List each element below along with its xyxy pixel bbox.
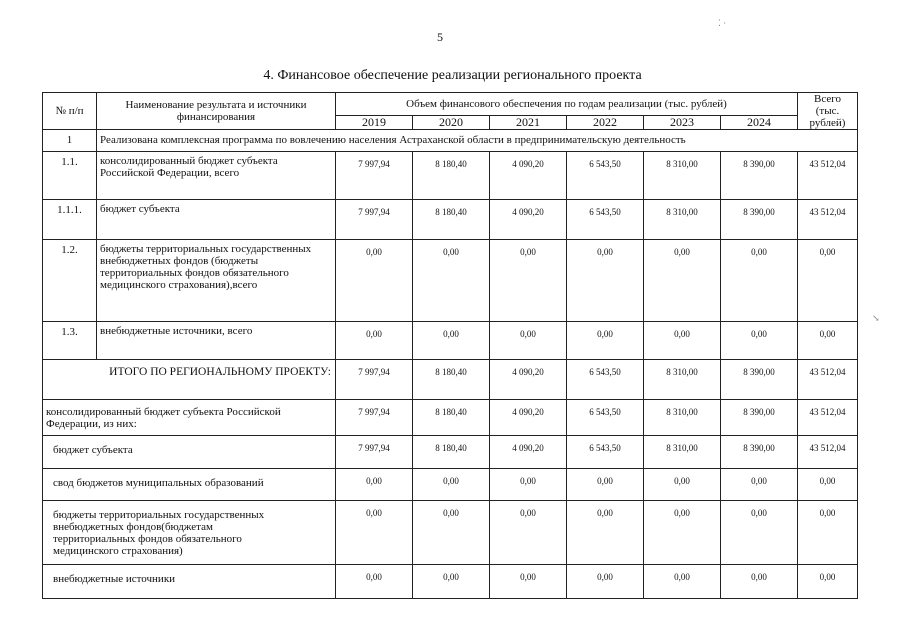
row-value: 0,00 (490, 322, 567, 360)
summary-value: 8 180,40 (413, 400, 490, 436)
row-value: 0,00 (721, 240, 798, 322)
row-total: 0,00 (798, 322, 858, 360)
row-total: 0,00 (798, 240, 858, 322)
section-row (43, 130, 858, 152)
row-value: 0,00 (567, 240, 644, 322)
summary-value: 0,00 (490, 501, 567, 565)
row-value: 7 997,94 (336, 152, 413, 200)
total-value: 4 090,20 (490, 360, 567, 400)
table-row (43, 200, 858, 240)
header-name: Наименование результата и источники финансирования (97, 93, 336, 130)
summary-total: 0,00 (798, 565, 858, 599)
row-num: 1.1.1. (43, 200, 97, 240)
summary-value: 0,00 (413, 565, 490, 599)
row-value: 0,00 (336, 240, 413, 322)
table-row (43, 322, 858, 360)
row-value: 8 310,00 (644, 200, 721, 240)
year-header: 2022 (567, 115, 644, 129)
summary-total: 0,00 (798, 501, 858, 565)
table-row (43, 152, 858, 200)
row-num: 1.3. (43, 322, 97, 360)
summary-value: 8 310,00 (644, 436, 721, 469)
summary-value: 8 390,00 (721, 400, 798, 436)
summary-value: 0,00 (336, 565, 413, 599)
summary-total: 43 512,04 (798, 400, 858, 436)
summary-value: 0,00 (567, 501, 644, 565)
section-title: 4. Финансовое обеспечение реализации регионального проекта (263, 68, 642, 83)
summary-total: 0,00 (798, 469, 858, 501)
total-label: ИТОГО ПО РЕГИОНАЛЬНОМУ ПРОЕКТУ: (43, 360, 336, 400)
row-value: 8 310,00 (644, 152, 721, 200)
summary-value: 0,00 (567, 565, 644, 599)
section-num: 1 (43, 130, 97, 152)
section-title-cell: Реализована комплексная программа по вовлечению населения Астраханской области в предпринимательскую деятельность (97, 130, 858, 152)
summary-row (43, 400, 858, 436)
year-header: 2023 (644, 115, 721, 129)
summary-row (43, 469, 858, 501)
page-number: 5 (437, 30, 443, 44)
year-header: 2019 (336, 115, 413, 129)
row-value: 8 180,40 (413, 152, 490, 200)
row-value: 0,00 (413, 240, 490, 322)
summary-value: 0,00 (644, 469, 721, 501)
summary-name: консолидированный бюджет субъекта Российской Федерации, из них: (43, 400, 336, 436)
row-value: 8 390,00 (721, 200, 798, 240)
summary-value: 0,00 (644, 501, 721, 565)
header-total: Всего (тыс. рублей) (798, 93, 858, 130)
row-num: 1.1. (43, 152, 97, 200)
total-value: 8 180,40 (413, 360, 490, 400)
financing-table (42, 92, 858, 599)
year-header: 2024 (721, 115, 798, 129)
summary-total: 43 512,04 (798, 436, 858, 469)
summary-name: свод бюджетов муниципальных образований (43, 469, 336, 501)
row-name: внебюджетные источники, всего (97, 322, 336, 360)
row-total: 43 512,04 (798, 152, 858, 200)
total-value: 8 390,00 (721, 360, 798, 400)
row-value: 0,00 (413, 322, 490, 360)
header-volume: Объем финансового обеспечения по годам реализации (тыс. рублей) (336, 93, 798, 116)
summary-value: 8 310,00 (644, 400, 721, 436)
row-value: 8 180,40 (413, 200, 490, 240)
summary-value: 0,00 (721, 565, 798, 599)
row-name: бюджет субъекта (97, 200, 336, 240)
summary-value: 6 543,50 (567, 400, 644, 436)
row-value: 4 090,20 (490, 152, 567, 200)
total-row (43, 360, 858, 400)
summary-row (43, 501, 858, 565)
summary-value: 8 180,40 (413, 436, 490, 469)
summary-name: бюджеты территориальных государственных внебюджетных фондов(бюджетам территориальных фондов обязательного медицинского страхования) (43, 501, 336, 565)
summary-row (43, 436, 858, 469)
summary-value: 4 090,20 (490, 436, 567, 469)
summary-value: 0,00 (567, 469, 644, 501)
row-name: бюджеты территориальных государственных внебюджетных фондов (бюджеты территориальных фондов обязательного медицинского страхования),всего (97, 240, 336, 322)
row-num: 1.2. (43, 240, 97, 322)
summary-value: 0,00 (721, 469, 798, 501)
summary-value: 8 390,00 (721, 436, 798, 469)
row-value: 0,00 (567, 322, 644, 360)
row-value: 0,00 (644, 322, 721, 360)
summary-value: 0,00 (413, 469, 490, 501)
summary-value: 7 997,94 (336, 400, 413, 436)
row-value: 0,00 (721, 322, 798, 360)
header-num: № п/п (43, 93, 97, 130)
scan-mark: ↘ (872, 313, 880, 323)
summary-name: внебюджетные источники (43, 565, 336, 599)
summary-value: 4 090,20 (490, 400, 567, 436)
row-value: 6 543,50 (567, 200, 644, 240)
summary-value: 0,00 (336, 469, 413, 501)
summary-row (43, 565, 858, 599)
summary-value: 6 543,50 (567, 436, 644, 469)
row-value: 4 090,20 (490, 200, 567, 240)
row-value: 7 997,94 (336, 200, 413, 240)
row-value: 6 543,50 (567, 152, 644, 200)
summary-value: 7 997,94 (336, 436, 413, 469)
summary-value: 0,00 (336, 501, 413, 565)
summary-value: 0,00 (413, 501, 490, 565)
total-value: 6 543,50 (567, 360, 644, 400)
year-header: 2021 (490, 115, 567, 129)
row-total: 43 512,04 (798, 200, 858, 240)
summary-value: 0,00 (490, 469, 567, 501)
table-row (43, 240, 858, 322)
total-value: 8 310,00 (644, 360, 721, 400)
row-name: консолидированный бюджет субъекта Российской Федерации, всего (97, 152, 336, 200)
summary-name: бюджет субъекта (43, 436, 336, 469)
scan-mark: ⁚ · (718, 18, 727, 28)
year-header: 2020 (413, 115, 490, 129)
row-value: 8 390,00 (721, 152, 798, 200)
summary-value: 0,00 (721, 501, 798, 565)
row-value: 0,00 (336, 322, 413, 360)
row-value: 0,00 (644, 240, 721, 322)
total-value: 7 997,94 (336, 360, 413, 400)
total-sum: 43 512,04 (798, 360, 858, 400)
summary-value: 0,00 (644, 565, 721, 599)
summary-value: 0,00 (490, 565, 567, 599)
row-value: 0,00 (490, 240, 567, 322)
